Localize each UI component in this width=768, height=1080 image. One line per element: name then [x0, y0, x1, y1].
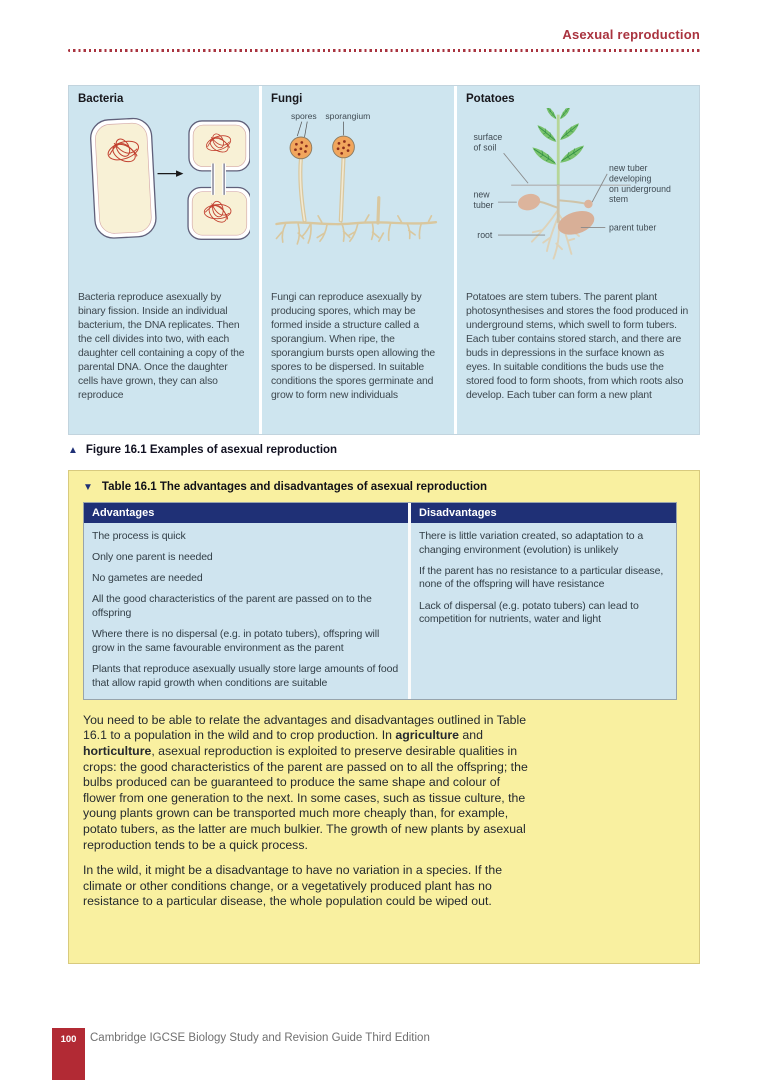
label-new-tuber-developing: new tuber	[609, 163, 648, 174]
label-spores: spores	[290, 110, 317, 121]
svg-text:tuber: tuber	[473, 199, 494, 210]
panel-bacteria-title: Bacteria	[78, 93, 124, 105]
svg-text:stem: stem	[609, 194, 629, 205]
disadvantages-column	[411, 503, 676, 699]
table-title-text: Table 16.1 The advantages and disadvantages of asexual reproduction	[101, 481, 488, 493]
panel-potatoes	[457, 86, 699, 434]
figure-caption-text: Figure 16.1 Examples of asexual reproduction	[85, 444, 338, 456]
figure-16-1	[68, 85, 700, 435]
advantage-item: All the good characteristics of the parent are passed on to the offspring	[92, 593, 372, 620]
sporangium-left	[290, 137, 312, 159]
label-pointer-lines	[297, 122, 343, 137]
label-new-tuber: new	[473, 189, 490, 200]
label-surface-of-soil: surface	[473, 132, 503, 142]
svg-text:developing: developing	[609, 173, 652, 184]
svg-text:of soil: of soil	[473, 142, 497, 153]
panel-fungi	[262, 86, 454, 434]
label-parent-tuber: parent tuber	[609, 222, 657, 233]
svg-text:on underground: on underground	[609, 183, 671, 194]
disadvantages-list	[411, 523, 676, 699]
triangle-up-icon: ▲	[68, 445, 78, 456]
potato-plant-drawing	[466, 108, 690, 288]
advantages-column	[84, 503, 408, 699]
running-head: Asexual reproduction	[562, 27, 700, 42]
fungus-sporangium-drawing	[271, 108, 445, 288]
panel-fungi-title: Fungi	[271, 93, 303, 105]
body-paragraph-2: In the wild, it might be a disadvantage to have no variation in a species. If the climate or other conditions change, or a vegetatively produced plant has no resistance to a particular disease, the whole population could be wiped out.	[83, 863, 503, 909]
advantages-list	[84, 523, 408, 699]
new-tuber	[516, 192, 542, 213]
label-sporangium: sporangium	[325, 110, 371, 121]
bacteria-binary-fission-drawing	[78, 108, 250, 288]
page-number: 100	[52, 1028, 85, 1080]
sporangiophores	[300, 158, 343, 221]
panel-fungi-description: Fungi can reproduce asexually by producing spores, which may be formed inside a structure called a sporangium. When ripe, the sporangium bursts open allowing the spores to be dispersed. In suitable conditions the spores germinate and grow to form new individuals	[271, 292, 435, 401]
arrow-icon	[158, 170, 184, 176]
disadvantages-header: Disadvantages	[411, 503, 676, 523]
developing-tuber	[584, 200, 592, 208]
triangle-down-icon: ▼	[83, 482, 93, 493]
advantages-disadvantages-table	[83, 502, 677, 700]
dotted-rule	[68, 49, 700, 52]
table-title	[83, 481, 675, 493]
advantage-item: Where there is no dispersal (e.g. in potato tubers), offspring will grow in the same favourable environment as the parent	[92, 628, 380, 654]
disadvantage-item: If the parent has no resistance to a particular disease, none of the offspring will have resistance	[419, 564, 664, 591]
stolon-right	[558, 200, 586, 204]
panel-bacteria-description: Bacteria reproduce asexually by binary fission. Inside an individual bacterium, the DNA replicates. Then the cell divides into two, with each daughter cell containing a copy of the parental DNA. Once the daughter cells have grown, they can also reproduce	[78, 292, 245, 401]
advantage-item: Plants that reproduce asexually usually store large amounts of food that allow rapid growth when conditions are suitable	[92, 662, 399, 689]
advantages-header: Advantages	[84, 503, 408, 523]
advantage-item: The process is quick	[92, 530, 186, 542]
sporangium-right	[333, 136, 355, 158]
label-root: root	[477, 229, 493, 240]
table-16-1-box	[68, 470, 700, 964]
disadvantage-item: There is little variation created, so adaptation to a changing environment (evolution) is unlikely	[419, 530, 644, 556]
panel-potatoes-description: Potatoes are stem tubers. The parent plant photosynthesises and stores the food produced in underground stems, which swell to form tubers. Each tuber contains stored starch, and there are buds in depressions in the surface known as eyes. In suitable conditions the buds use the stored food to form shoots, from which roots also develop. Each tuber can form a new plant	[466, 292, 689, 401]
disadvantage-item: Lack of dispersal (e.g. potato tubers) can lead to competition for nutrients, water and light	[419, 599, 639, 626]
advantage-item: No gametes are needed	[92, 572, 203, 585]
figure-caption	[68, 444, 337, 456]
advantage-item: Only one parent is needed	[92, 551, 213, 564]
panel-bacteria	[69, 86, 259, 434]
book-title: Cambridge IGCSE Biology Study and Revision Guide Third Edition	[90, 1032, 430, 1044]
parent-bacterium	[90, 118, 157, 239]
body-text	[83, 713, 530, 910]
body-paragraph-1: You need to be able to relate the advantages and disadvantages outlined in Table 16.1 to a population in the wild and to crop production. In agriculture and horticulture, asexual reproduction is exploited to preserve desirable qualities in crops: the good characteristics of the parent are passed on to all the offspring; the bulbs produced can be guaranteed to produce the same shape and colour of flower from one generation to the next. In some cases, such as tissue culture, the young plants grown can be transported much more cheaply than, for example, potato tubers, as the latter are much bulkier. The growth of new plants by asexual reproduction tends to be a quick process.	[83, 712, 528, 852]
panel-potatoes-title: Potatoes	[466, 93, 515, 105]
